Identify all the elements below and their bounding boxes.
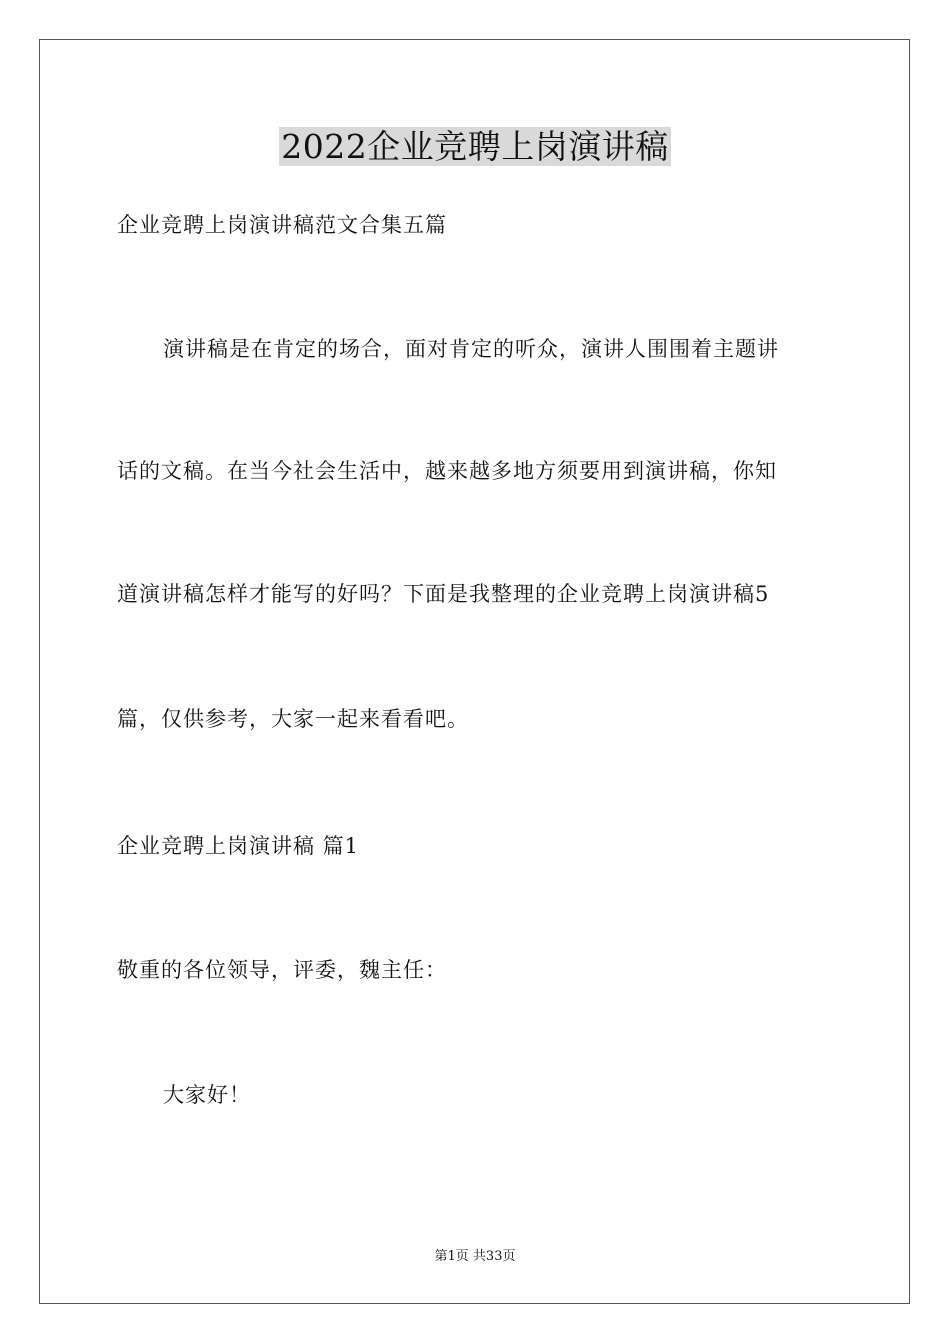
intro-line-4: 篇，仅供参考，大家一起来看看吧。 — [117, 707, 469, 731]
document-title-block — [0, 125, 950, 169]
intro-line-2: 话的文稿。在当今社会生活中，越来越多地方须要用到演讲稿，你知 — [117, 459, 777, 483]
page-footer: 第1页 共33页 — [434, 1249, 516, 1264]
intro-line-1: 演讲稿是在肯定的场合，面对肯定的听众，演讲人围围着主题讲 — [163, 337, 779, 361]
intro-line-3: 道演讲稿怎样才能写的好吗？下面是我整理的企业竞聘上岗演讲稿5 — [117, 582, 770, 606]
greeting: 大家好！ — [163, 1083, 251, 1107]
section-heading: 企业竞聘上岗演讲稿 篇1 — [117, 834, 360, 858]
document-title: 2022企业竞聘上岗演讲稿 — [281, 127, 669, 166]
salutation: 敬重的各位领导，评委，魏主任： — [117, 958, 447, 982]
document-subtitle: 企业竞聘上岗演讲稿范文合集五篇 — [117, 213, 447, 237]
